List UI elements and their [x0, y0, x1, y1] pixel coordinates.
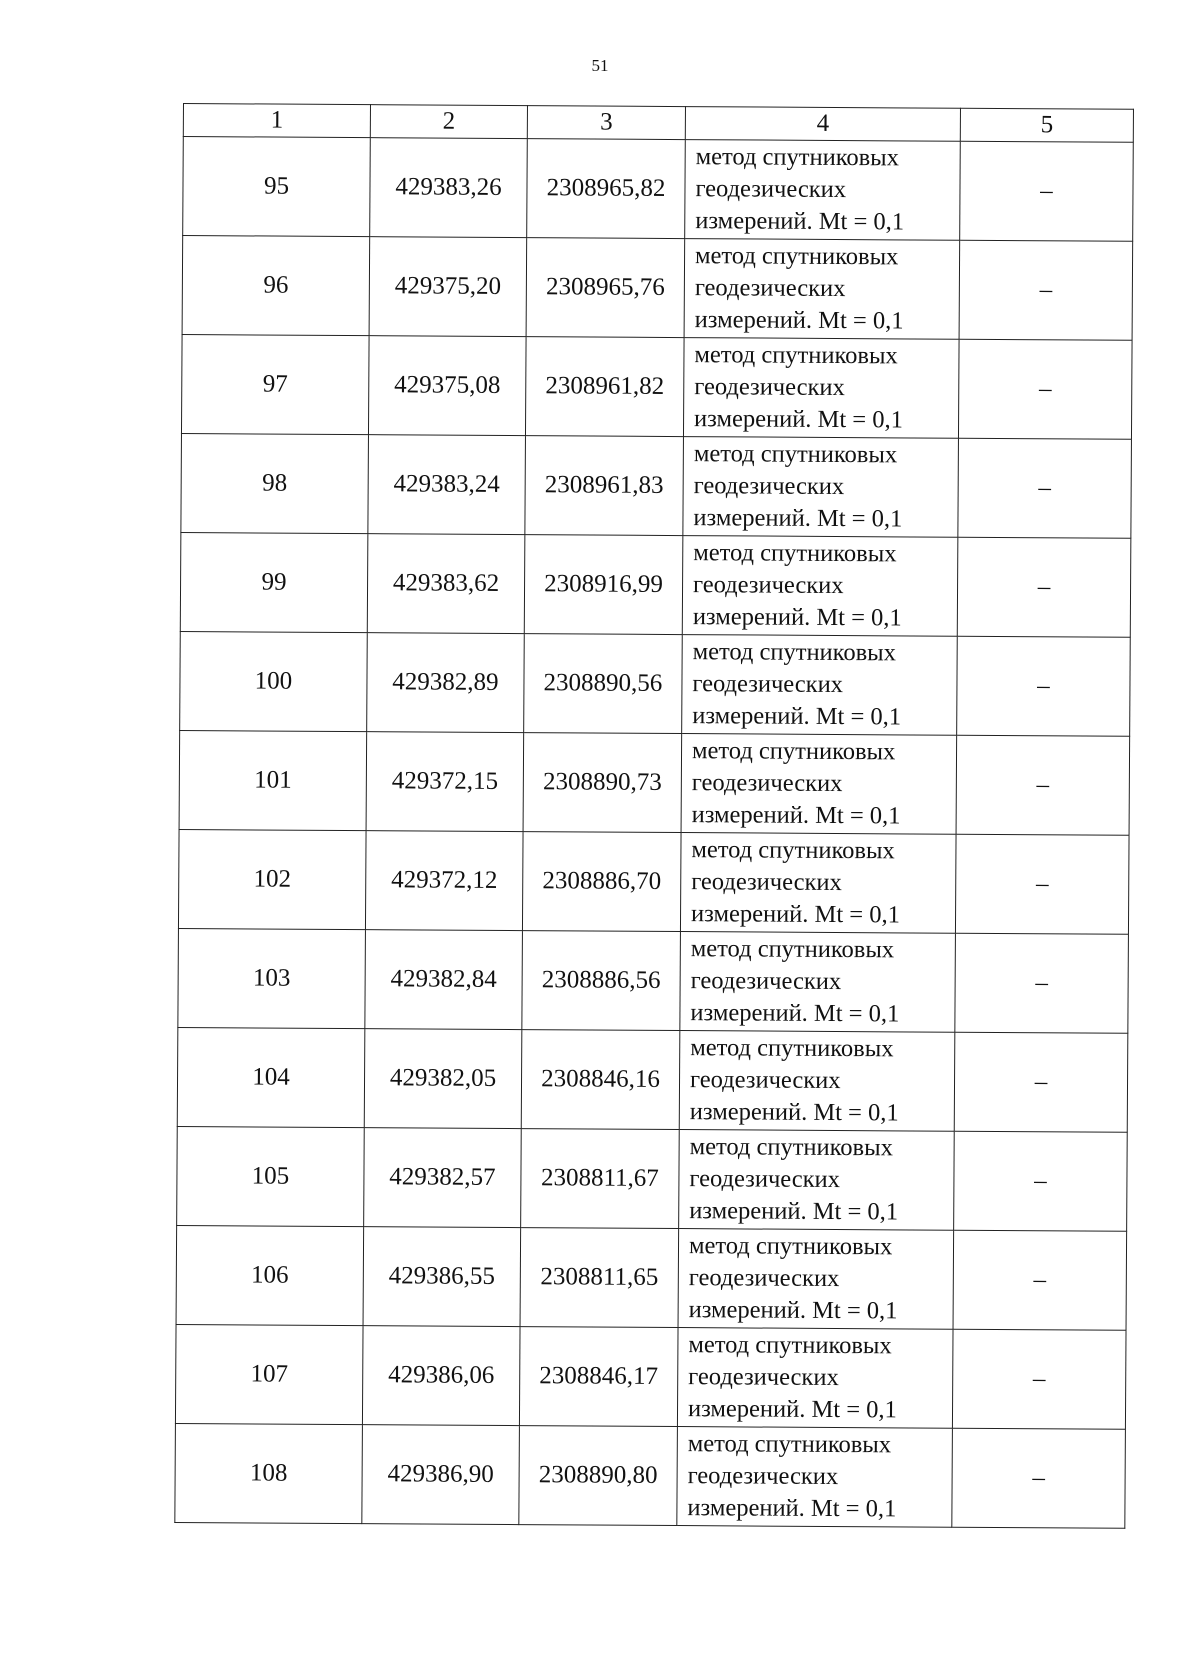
table-row [181, 334, 1132, 439]
method-line: измерений. Mt = 0,1 [693, 504, 903, 533]
y-coordinate-cell: 2308890,56 [524, 634, 683, 734]
method-line: геодезических [688, 1363, 839, 1392]
method-line: метод спутниковых [688, 1232, 893, 1261]
method-cell [677, 1427, 953, 1528]
x-coordinate-cell: 429375,20 [369, 237, 527, 337]
method-line: геодезических [687, 1462, 839, 1491]
table-row [179, 730, 1130, 835]
method-cell [683, 338, 959, 439]
point-number-cell: 103 [178, 928, 366, 1028]
x-coordinate-cell: 429386,55 [363, 1227, 521, 1327]
y-coordinate-cell: 2308961,83 [525, 436, 684, 536]
method-cell [682, 635, 958, 736]
point-number-cell: 95 [183, 137, 371, 237]
description-cell: – [954, 1131, 1128, 1231]
method-line: метод спутниковых [690, 935, 895, 964]
table-row [180, 532, 1131, 637]
x-coordinate-cell: 429372,15 [366, 732, 524, 832]
table-row [181, 433, 1132, 538]
description-cell: – [958, 438, 1132, 538]
method-line: метод спутниковых [694, 341, 898, 370]
method-line: метод спутниковых [693, 440, 898, 469]
method-line: измерений. Mt = 0,1 [689, 1197, 899, 1226]
x-coordinate-cell: 429383,62 [367, 534, 525, 634]
point-number-cell: 106 [176, 1225, 364, 1325]
method-line: метод спутниковых [689, 1133, 893, 1162]
method-line: метод спутниковых [687, 1430, 892, 1459]
method-line: метод спутниковых [693, 539, 897, 568]
x-coordinate-cell: 429386,06 [362, 1326, 520, 1426]
x-coordinate-cell: 429383,26 [370, 138, 528, 238]
point-number-cell: 104 [177, 1027, 365, 1127]
method-line: измерений. Mt = 0,1 [695, 207, 905, 236]
point-number-cell: 101 [179, 730, 367, 830]
y-coordinate-cell: 2308846,17 [519, 1327, 678, 1427]
method-line: геодезических [695, 175, 847, 204]
method-line: измерений. Mt = 0,1 [692, 603, 902, 632]
table-row [178, 928, 1129, 1033]
method-line: геодезических [691, 769, 843, 798]
method-line: метод спутниковых [694, 242, 899, 271]
point-number-cell: 102 [178, 829, 366, 929]
method-line: измерений. Mt = 0,1 [692, 702, 902, 731]
method-line: геодезических [692, 571, 844, 600]
table-row [183, 137, 1134, 242]
method-line: метод спутниковых [691, 836, 895, 865]
table-body [175, 137, 1133, 1529]
header-col-1: 1 [183, 104, 370, 138]
method-cell [682, 536, 958, 637]
method-line: измерений. Mt = 0,1 [687, 1395, 897, 1424]
table-row [177, 1027, 1128, 1132]
method-line: измерений. Mt = 0,1 [688, 1296, 898, 1325]
method-cell [680, 932, 956, 1033]
description-cell: – [957, 636, 1131, 736]
method-line: метод спутниковых [695, 143, 900, 172]
x-coordinate-cell: 429382,05 [364, 1029, 522, 1129]
method-line: измерений. Mt = 0,1 [689, 1098, 899, 1127]
method-cell [685, 140, 961, 241]
y-coordinate-cell: 2308961,82 [525, 337, 684, 437]
point-number-cell: 98 [181, 433, 369, 533]
method-cell [683, 437, 959, 538]
description-cell: – [952, 1428, 1126, 1528]
page-number: 51 [591, 56, 609, 75]
y-coordinate-cell: 2308811,67 [521, 1129, 680, 1229]
description-cell: – [954, 1032, 1128, 1132]
method-line: геодезических [692, 670, 844, 699]
method-line: измерений. Mt = 0,1 [690, 999, 900, 1028]
x-coordinate-cell: 429372,12 [365, 831, 523, 931]
x-coordinate-cell: 429382,89 [367, 633, 525, 733]
y-coordinate-cell: 2308916,99 [524, 535, 683, 635]
table-row [176, 1225, 1127, 1330]
y-coordinate-cell: 2308886,56 [522, 931, 681, 1031]
header-col-3: 3 [527, 106, 685, 140]
y-coordinate-cell: 2308890,73 [523, 733, 682, 833]
y-coordinate-cell: 2308890,80 [519, 1426, 678, 1526]
method-line: геодезических [693, 472, 845, 501]
method-line: геодезических [689, 1066, 841, 1095]
method-cell [680, 833, 956, 934]
point-number-cell: 96 [182, 236, 370, 336]
method-cell [681, 734, 957, 835]
method-line: метод спутниковых [691, 737, 896, 766]
point-number-cell: 100 [180, 631, 368, 731]
method-line: измерений. Mt = 0,1 [690, 900, 900, 929]
method-line: геодезических [688, 1264, 840, 1293]
y-coordinate-cell: 2308811,65 [520, 1228, 679, 1328]
point-number-cell: 108 [175, 1423, 363, 1523]
header-col-2: 2 [370, 105, 527, 139]
description-cell: – [959, 240, 1133, 340]
table-row [175, 1324, 1126, 1429]
x-coordinate-cell: 429386,90 [362, 1425, 520, 1525]
description-cell: – [955, 834, 1129, 934]
table-row [177, 1126, 1128, 1231]
method-line: геодезических [689, 1165, 841, 1194]
table-row [182, 236, 1133, 341]
y-coordinate-cell: 2308965,82 [527, 139, 686, 239]
y-coordinate-cell: 2308965,76 [526, 238, 685, 338]
y-coordinate-cell: 2308846,16 [521, 1030, 680, 1130]
x-coordinate-cell: 429382,57 [364, 1128, 522, 1228]
method-line: измерений. Mt = 0,1 [691, 801, 901, 830]
method-line: геодезических [694, 373, 845, 402]
method-line: измерений. Mt = 0,1 [694, 306, 904, 335]
table-row [178, 829, 1129, 934]
method-line: геодезических [691, 868, 842, 897]
method-cell [678, 1229, 954, 1330]
description-cell: – [957, 537, 1131, 637]
point-number-cell: 97 [181, 334, 369, 434]
description-cell: – [958, 339, 1132, 439]
method-line: измерений. Mt = 0,1 [687, 1494, 897, 1523]
method-line: измерений. Mt = 0,1 [693, 405, 903, 434]
point-number-cell: 107 [175, 1324, 363, 1424]
description-cell: – [953, 1230, 1127, 1330]
x-coordinate-cell: 429382,84 [365, 930, 523, 1030]
method-cell [679, 1031, 955, 1132]
x-coordinate-cell: 429375,08 [368, 336, 526, 436]
method-line: метод спутниковых [688, 1331, 892, 1360]
method-line: метод спутниковых [690, 1034, 894, 1063]
method-line: метод спутниковых [692, 638, 896, 667]
description-cell: – [952, 1329, 1126, 1429]
point-number-cell: 99 [180, 532, 368, 632]
header-col-4: 4 [685, 107, 960, 142]
point-number-cell: 105 [177, 1126, 365, 1226]
method-cell [677, 1328, 953, 1429]
description-cell: – [955, 933, 1129, 1033]
coordinates-table [174, 103, 1134, 1529]
method-cell [679, 1130, 955, 1231]
description-cell: – [960, 141, 1134, 241]
table-row [180, 631, 1131, 736]
y-coordinate-cell: 2308886,70 [522, 832, 681, 932]
method-line: геодезических [690, 967, 842, 996]
table-row [175, 1423, 1126, 1528]
header-col-5: 5 [960, 108, 1133, 142]
method-cell [684, 239, 960, 340]
x-coordinate-cell: 429383,24 [368, 435, 526, 535]
method-line: геодезических [694, 274, 846, 303]
description-cell: – [956, 735, 1130, 835]
